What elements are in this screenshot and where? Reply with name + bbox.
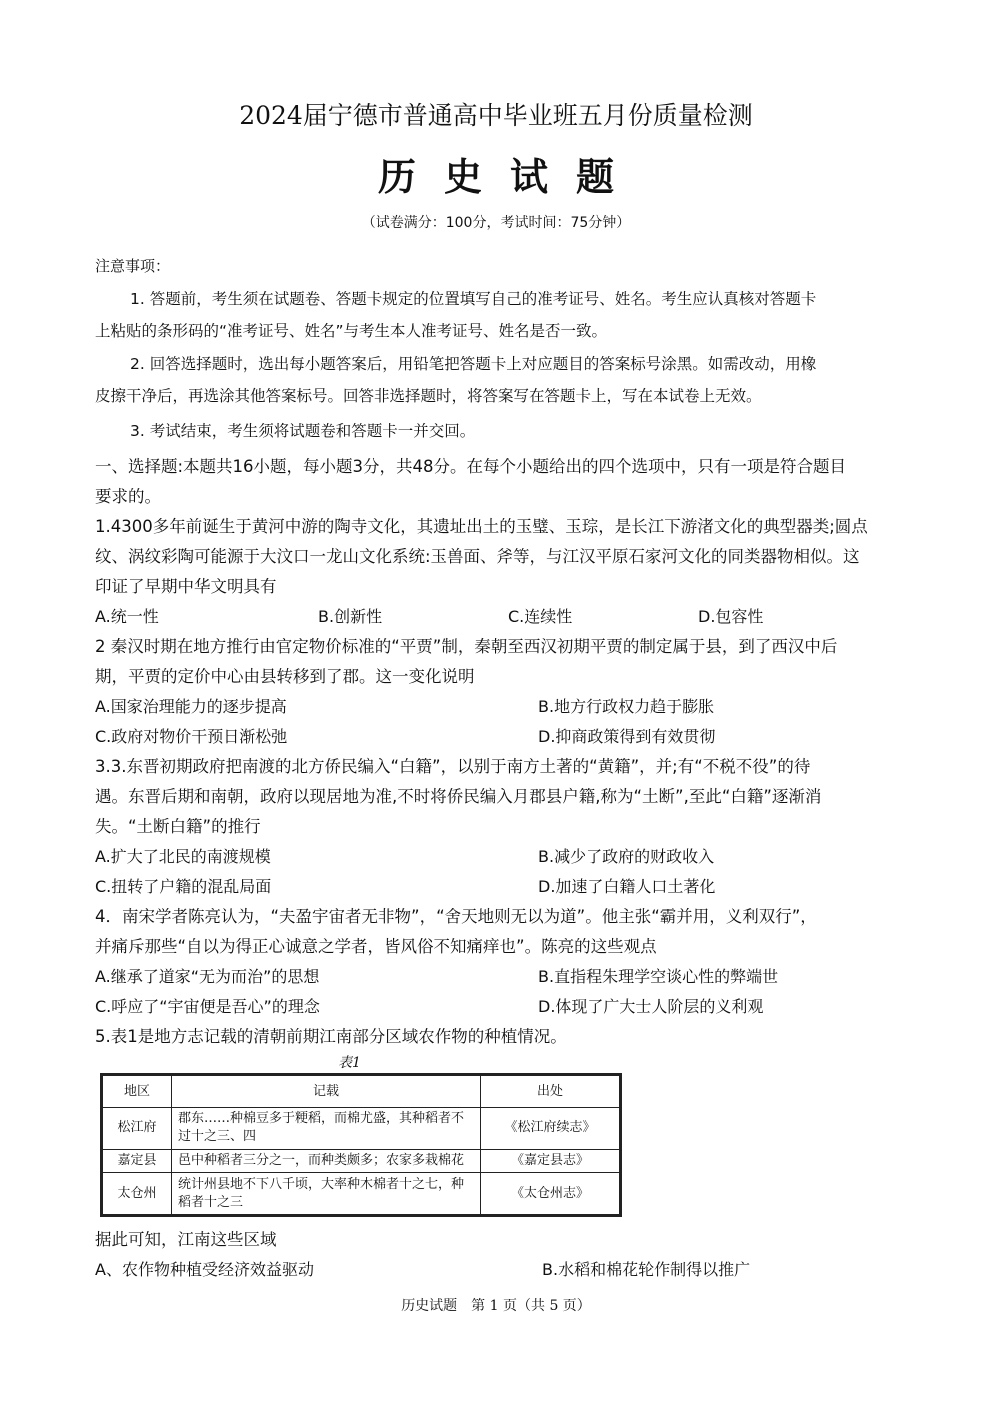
exam-info: （试卷满分：100分，考试时间：75分钟） xyxy=(361,215,631,231)
section-heading: 要求的。 xyxy=(95,487,161,506)
question-1-option-b: B.创新性 xyxy=(318,607,383,626)
question-4-option-d: D.体现了广大士人阶层的义利观 xyxy=(538,997,764,1016)
table-header-cell: 出处 xyxy=(481,1076,620,1108)
question-2-option-d: D.抑商政策得到有效贯彻 xyxy=(538,727,716,746)
table-cell: 邑中种稻者三分之一，而种类颇多；农家多栽棉花 xyxy=(172,1149,481,1172)
table-header-cell: 地区 xyxy=(103,1076,172,1108)
notice-line: 2. 回答选择题时，选出每小题答案后，用铅笔把答题卡上对应题目的答案标号涂黑。如需改动，用橡 xyxy=(130,355,817,373)
notice-heading: 注意事项： xyxy=(95,257,171,275)
question-2-option-b: B.地方行政权力趋于膨胀 xyxy=(538,697,715,716)
question-4-option-b: B.直指程朱理学空谈心性的弊端世 xyxy=(538,967,779,986)
notice-line: 上粘贴的条形码的“准考证号、姓名”与考生本人准考证号、姓名是否一致。 xyxy=(95,322,608,340)
question-5-stem: 据此可知，江南这些区域 xyxy=(95,1230,277,1249)
table-cell: 嘉定县 xyxy=(103,1149,172,1172)
question-4-line: 4．南宋学者陈亮认为，“夫盈宇宙者无非物”，“舍天地则无以为道”。他主张“霸并用，义利双行”， xyxy=(95,907,817,926)
table-cell: 《嘉定县志》 xyxy=(481,1149,620,1172)
question-1-line: 印证了早期中华文明具有 xyxy=(95,577,277,596)
question-3-option-c: C.扭转了户籍的混乱局面 xyxy=(95,877,272,896)
question-5-option-b: B.水稻和棉花轮作制得以推广 xyxy=(542,1260,751,1279)
question-3-option-a: A.扩大了北民的南渡规模 xyxy=(95,847,271,866)
question-3-line: 3.3.东晋初期政府把南渡的北方侨民编入“白籍”，以别于南方土著的“黄籍”，并;有“不税不役”的待 xyxy=(95,757,811,776)
table-row xyxy=(103,1149,620,1172)
question-2-line: 期，平贾的定价中心由县转移到了郡。这一变化说明 xyxy=(95,667,475,686)
table-cell: 《太仓州志》 xyxy=(481,1173,620,1215)
table-cell: 《松江府续志》 xyxy=(481,1108,620,1150)
subject-title: 历史试题 xyxy=(377,154,642,199)
question-3-option-d: D.加速了白籍人口土著化 xyxy=(538,877,716,896)
question-4-line: 并痛斥那些“自以为得正心诚意之学者，皆风俗不知痛痒也”。陈亮的这些观点 xyxy=(95,937,657,956)
question-4-option-c: C.呼应了“宇宙便是吾心”的理念 xyxy=(95,997,320,1016)
table-title: 表1 xyxy=(338,1055,361,1071)
table-cell: 太仓州 xyxy=(103,1173,172,1215)
question-1-option-c: C.连续性 xyxy=(508,607,573,626)
question-1-option-a: A.统一性 xyxy=(95,607,159,626)
question-5-line: 5.表1是地方志记载的清朝前期江南部分区域农作物的种植情况。 xyxy=(95,1027,567,1046)
question-1-line: 纹、涡纹彩陶可能源于大汶口一龙山文化系统:玉兽面、斧等，与江汉平原石家河文化的同类器物相似。这 xyxy=(95,547,860,566)
page-footer: 历史试题 第 1 页（共 5 页） xyxy=(401,1298,591,1314)
question-2-line: 2 秦汉时期在地方推行由官定物价标准的“平贾”制，秦朝至西汉初期平贾的制定属于县，到了西汉中后 xyxy=(95,637,838,656)
question-3-line: 遇。东晋后期和南朝，政府以现居地为准,不时将侨民编入月郡县户籍,称为“土断”,至此“白籍”逐渐消 xyxy=(95,787,822,806)
section-heading: 一、选择题:本题共16小题，每小题3分，共48分。在每个小题给出的四个选项中，只有一项是符合题目 xyxy=(95,457,847,476)
question-1-option-d: D.包容性 xyxy=(698,607,764,626)
table-row xyxy=(103,1173,620,1215)
notice-line: 1. 答题前，考生须在试题卷、答题卡规定的位置填写自己的准考证号、姓名。考生应认真核对答题卡 xyxy=(130,290,817,308)
question-1-line: 1.4300多年前诞生于黄河中游的陶寺文化，其遗址出土的玉璧、玉琮，是长江下游渚文化的典型器类;圆点 xyxy=(95,517,868,536)
data-table xyxy=(100,1073,622,1217)
table-row xyxy=(103,1108,620,1150)
question-3-option-b: B.减少了政府的财政收入 xyxy=(538,847,715,866)
question-3-line: 失。“土断白籍”的推行 xyxy=(95,817,261,836)
table-cell: 统计州县地不下八千顷，大率种木棉者十之七，种稻者十之三 xyxy=(172,1173,481,1215)
table-cell: 松江府 xyxy=(103,1108,172,1150)
question-5-option-a: A、农作物种植受经济效益驱动 xyxy=(95,1260,314,1279)
table-header-cell: 记载 xyxy=(172,1076,481,1108)
question-2-option-c: C.政府对物价干预日渐松弛 xyxy=(95,727,288,746)
document-title: 2024届宁德市普通高中毕业班五月份质量检测 xyxy=(239,101,753,130)
notice-line: 皮擦干净后，再选涂其他答案标号。回答非选择题时，将答案写在答题卡上，写在本试卷上无效。 xyxy=(95,387,762,405)
question-4-option-a: A.继承了道家“无为而治”的思想 xyxy=(95,967,320,986)
table-cell: 郡东……种棉豆多于粳稻，而棉尤盛，其种稻者不过十之三、四 xyxy=(172,1108,481,1150)
question-2-option-a: A.国家治理能力的逐步提高 xyxy=(95,697,287,716)
notice-line: 3. 考试结束，考生须将试题卷和答题卡一并交回。 xyxy=(130,422,476,440)
